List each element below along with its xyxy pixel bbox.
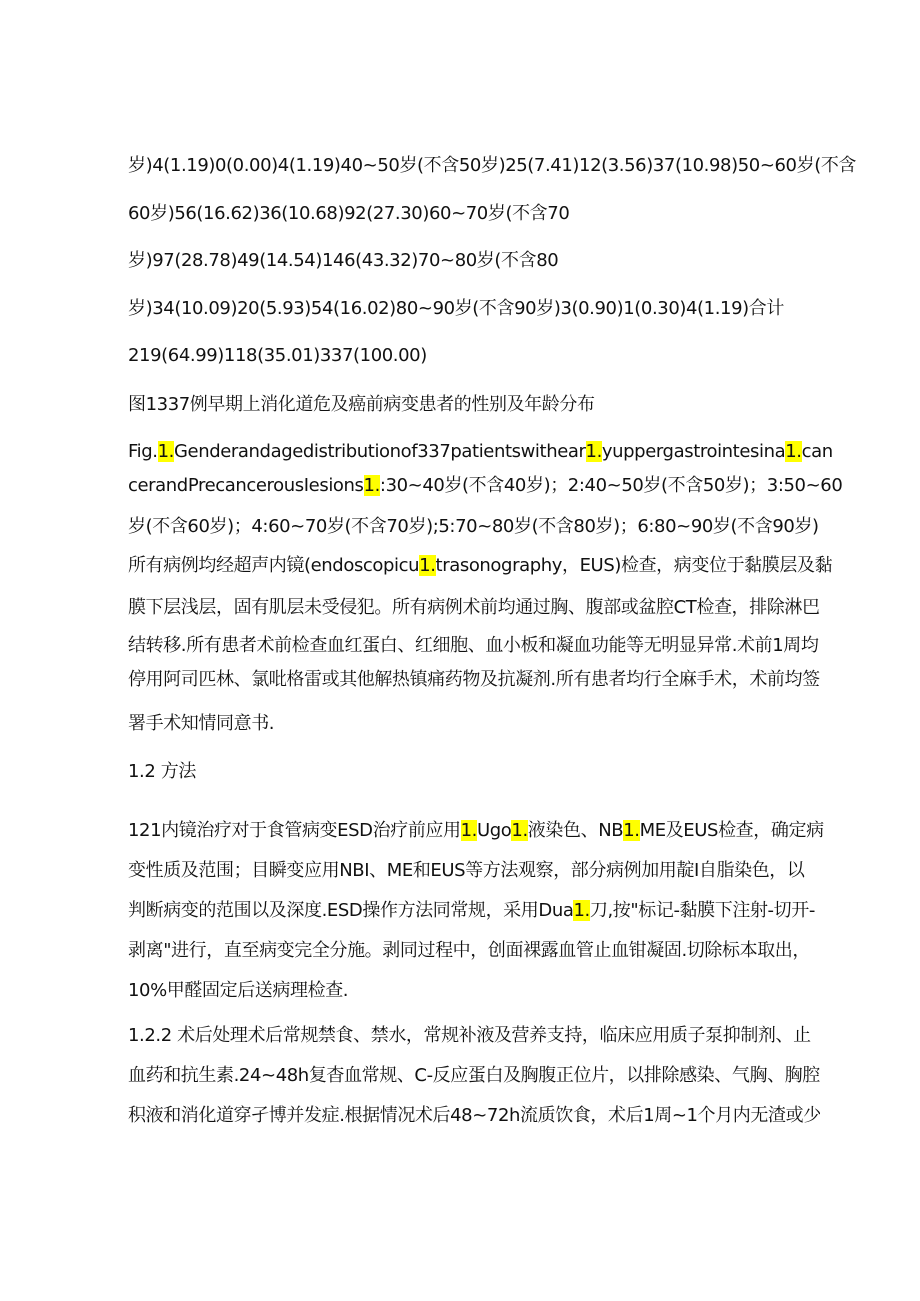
text-line bbox=[128, 470, 843, 502]
highlighted-marker: 1. bbox=[460, 820, 477, 841]
highlighted-marker: 1. bbox=[511, 820, 528, 841]
highlighted-marker: 1. bbox=[623, 820, 640, 841]
text-segment: trasonography，EUS)检查，病变位于黏膜层及黏 bbox=[435, 555, 833, 576]
text-segment: Genderandagedistributionof337patientswithear bbox=[173, 441, 586, 462]
text-line bbox=[128, 815, 824, 847]
text-line: 219(64.99)118(35.01)337(100.00) bbox=[128, 345, 427, 366]
text-line: 60岁)56(16.62)36(10.68)92(27.30)60~70岁(不含70 bbox=[128, 203, 570, 224]
text-line: 积液和消化道穿孑博并发症.根据情况术后48~72h流质饮食，术后1周~1个月内无渣或少 bbox=[128, 1105, 821, 1126]
text-segment: can bbox=[801, 441, 833, 462]
text-segment: 液染色、NB bbox=[527, 820, 624, 841]
text-segment: :30~40岁(不含40岁)；2:40~50岁(不含50岁)；3:50~60 bbox=[379, 475, 843, 496]
highlighted-marker: 1. bbox=[573, 900, 590, 921]
text-line: 停用阿司匹林、氯吡格雷或其他解热镇痛药物及抗凝剂.所有患者均行全麻手术，术前均签 bbox=[128, 669, 820, 690]
text-line: 10%甲醛固定后送病理检查. bbox=[128, 980, 349, 1001]
text-line: 剥离"进行，直至病变完全分施。剥同过程中，创面裸露血管止血钳凝固.切除标本取出， bbox=[128, 940, 810, 961]
text-segment: 所有病例均经超声内镜(endoscopicu bbox=[128, 555, 420, 576]
text-segment: 刀,按"标记-黏膜下注射-切开- bbox=[589, 900, 815, 921]
text-segment: Fig. bbox=[128, 441, 158, 462]
text-segment: ME及EUS检查，确定病 bbox=[639, 820, 824, 841]
text-line: 1.2.2 术后处理术后常规禁食、禁水，常规补液及营养支持，临床应用质子泵抑制剂、止 bbox=[128, 1025, 811, 1046]
text-segment: yuppergastrointesina bbox=[601, 441, 786, 462]
text-line: 1.2 方法 bbox=[128, 761, 196, 782]
text-line: 岁)34(10.09)20(5.93)54(16.02)80~90岁(不含90岁)3(0.90)1(0.30)4(1.19)合计 bbox=[128, 298, 784, 319]
highlighted-marker: 1. bbox=[785, 441, 802, 462]
text-line: 岁)4(1.19)0(0.00)4(1.19)40~50岁(不含50岁)25(7.41)12(3.56)37(10.98)50~60岁(不含 bbox=[128, 155, 857, 176]
highlighted-marker: 1. bbox=[157, 441, 174, 462]
text-line: 岁)97(28.78)49(14.54)146(43.32)70~80岁(不含80 bbox=[128, 250, 559, 271]
text-line bbox=[128, 436, 833, 468]
text-line: 血药和抗生素.24~48h复杳血常规、C-反应蛋白及胸腹正位片，以排除感染、气胸、胸腔 bbox=[128, 1065, 820, 1086]
highlighted-marker: 1. bbox=[585, 441, 602, 462]
highlighted-marker: 1. bbox=[363, 475, 380, 496]
text-line: 膜下层浅层，固有肌层未受侵犯。所有病例术前均通过胸、腹部或盆腔CT检查，排除淋巴 bbox=[128, 597, 820, 618]
text-segment: 121内镜治疗对于食管病变ESD治疗前应用 bbox=[128, 820, 461, 841]
text-line bbox=[128, 550, 833, 582]
text-line: 岁(不含60岁)；4:60~70岁(不含70岁);5:70~80岁(不含80岁)；6:80~90岁(不含90岁) bbox=[128, 516, 819, 537]
text-segment: 判断病变的范围以及深度.ESD操作方法同常规，采用Dua bbox=[128, 900, 574, 921]
highlighted-marker: 1. bbox=[419, 555, 436, 576]
text-segment: Ugo bbox=[477, 820, 512, 841]
text-line: 变性质及范围；目瞬变应用NBI、ME和EUS等方法观察，部分病例加用靛I自脂染色，以 bbox=[128, 860, 805, 881]
text-line: 署手术知情同意书. bbox=[128, 713, 275, 734]
text-line: 结转移.所有患者术前检查血红蛋白、红细胞、血小板和凝血功能等无明显异常.术前1周均 bbox=[128, 635, 819, 656]
text-line bbox=[128, 895, 815, 927]
text-line: 图1337例早期上消化道危及癌前病变患者的性别及年龄分布 bbox=[128, 394, 595, 415]
text-segment: cerandPrecancerousIesions bbox=[128, 475, 364, 496]
